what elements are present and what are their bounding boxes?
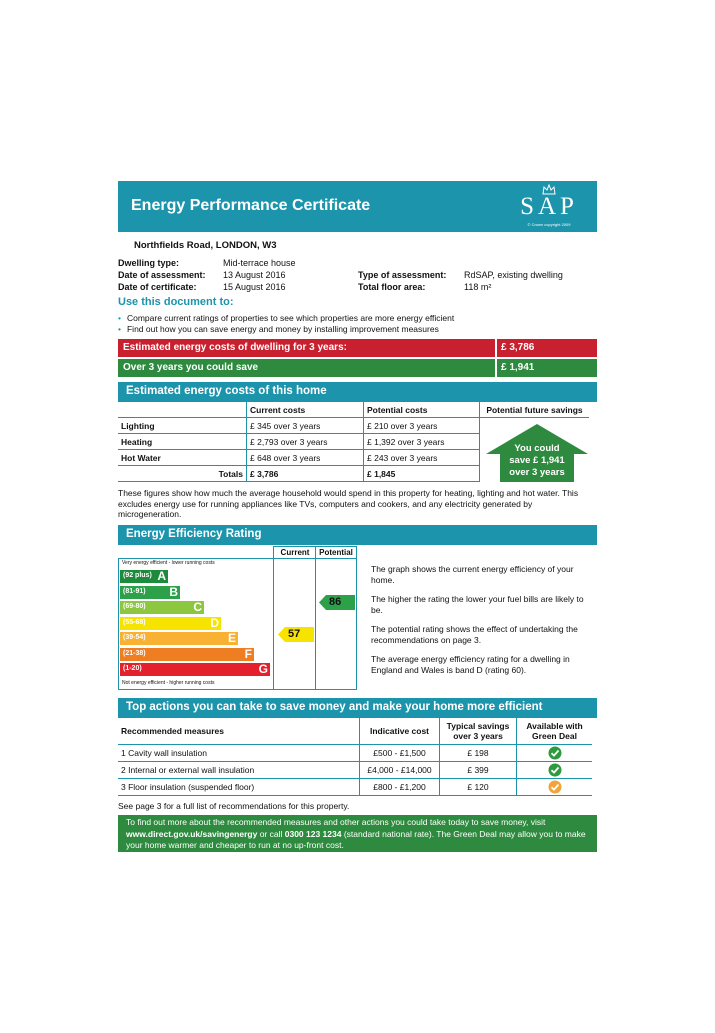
savings-bar [118,359,597,377]
floor-area-value: 118 m² [464,282,492,292]
property-address: Northfields Road, LONDON, W3 [134,240,277,251]
rating-text-4: The average energy efficiency rating for a dwelling in England and Wales is band D (rating 60). [371,654,570,675]
rating-band-d: (55-68) D [120,617,221,630]
see-page-note: See page 3 for a full list of recommendations for this property. [118,801,350,811]
list-item: • Find out how you can save energy and money by installing improvement measures [118,324,439,334]
table-row: Lighting £ 345 over 3 years £ 210 over 3 years [118,418,589,434]
dwelling-type-value: Mid-terrace house [223,258,296,268]
top-note: Very energy efficient - lower running costs [122,560,215,566]
rating-text-1: The graph shows the current energy efficiency of your home. [371,564,574,585]
savingenergy-link[interactable]: www.direct.gov.uk/savingenergy [126,828,258,839]
check-icon [548,764,562,774]
costs-note: These figures show how much the average household would spend in this property for heating, lighting and hot water. This excludes energy use for running appliances like TVs, computers and cookers, and any electricity generated by microgeneration. [118,488,579,519]
type-assessment-value: RdSAP, existing dwelling [464,270,563,280]
type-assessment-label: Type of assessment: [358,270,447,280]
col-current: Current [280,548,310,557]
more-info-box: To find out more about the recommended measures and other actions you could take today to save money, visit www.direct.gov.uk/savingenergy or call 0300 123 1234 (standard national rate). The Green Deal may allow you to make your home warmer and cheaper to run at no up-front cost. [118,815,597,852]
totals-row: Totals £ 3,786 £ 1,845 [118,466,589,482]
estimated-costs-value: £ 3,786 [501,342,535,353]
dwelling-type-label: Dwelling type: [118,258,180,268]
rating-band-e: (39-54) E [120,632,238,645]
table-row: Heating £ 2,793 over 3 years £ 1,392 over 3 years [118,434,589,450]
rating-text-2: The higher the rating the lower your fuel bills are likely to be. [371,594,584,615]
page-title: Energy Performance Certificate [131,197,371,214]
rating-band-b: (81-91) B [120,586,180,599]
table-row: Hot Water £ 648 over 3 years £ 243 over 3 years [118,450,589,466]
savings-value: £ 1,941 [501,362,535,373]
rating-band-c: (69-80) C [120,601,204,614]
check-icon [548,747,562,757]
date-assessment-value: 13 August 2016 [223,270,286,280]
col-current: Current costs [247,402,364,418]
rating-band-f: (21-38) F [120,648,254,661]
savings-label: Over 3 years you could save [123,362,259,373]
table-row: 2 Internal or external wall insulation £4,000 - £14,000 £ 399 [118,762,592,779]
table-header-row [118,402,589,418]
sap-logo-text: SAP [520,193,578,220]
rating-section-heading: Energy Efficiency Rating [118,525,597,545]
sap-copyright: © Crown copyright 2009 [527,222,571,227]
use-doc-heading: Use this document to: [118,296,234,308]
col-potential: Potential costs [364,402,480,418]
rating-band-g: (1-20) G [120,663,270,676]
table-row: 1 Cavity wall insulation £500 - £1,500 £ 198 [118,745,592,762]
rating-chart: Current Potential Very energy efficient - lower running costs (92 plus) A (81-91) B (69-80) C (55-68) D (39-54) E (21-38) F (1-20) G Not energy efficient - higher running costs 57 86 [118,546,358,690]
bottom-note: Not energy efficient - higher running costs [122,680,215,686]
date-certificate-label: Date of certificate: [118,282,197,292]
actions-table [118,718,592,796]
sap-logo [513,184,585,229]
table-header-row: Recommended measures Indicative cost Typical savings over 3 years Available with Green Deal [118,718,592,745]
costs-section-heading: Estimated energy costs of this home [118,382,597,402]
col-potential: Potential [319,548,353,557]
actions-section-heading: Top actions you can take to save money and make your home more efficient [118,698,597,718]
col-savings: Potential future savings [480,402,590,418]
date-certificate-value: 15 August 2016 [223,282,286,292]
savings-arrow: You could save £ 1,941 over 3 years [486,424,588,482]
list-item: • Compare current ratings of properties to see which properties are more energy efficient [118,313,455,323]
use-doc-list [118,313,454,335]
phone-number: 0300 123 1234 [284,828,342,839]
estimated-costs-bar [118,339,597,357]
certificate-header [118,181,597,232]
check-icon [548,781,562,791]
table-row: 3 Floor insulation (suspended floor) £800 - £1,200 £ 120 [118,779,592,796]
rating-text-3: The potential rating shows the effect of undertaking the recommendations on page 3. [371,624,578,645]
rating-band-a: (92 plus) A [120,570,168,583]
estimated-costs-label: Estimated energy costs of dwelling for 3 years: [123,342,347,353]
date-assessment-label: Date of assessment: [118,270,206,280]
floor-area-label: Total floor area: [358,282,426,292]
